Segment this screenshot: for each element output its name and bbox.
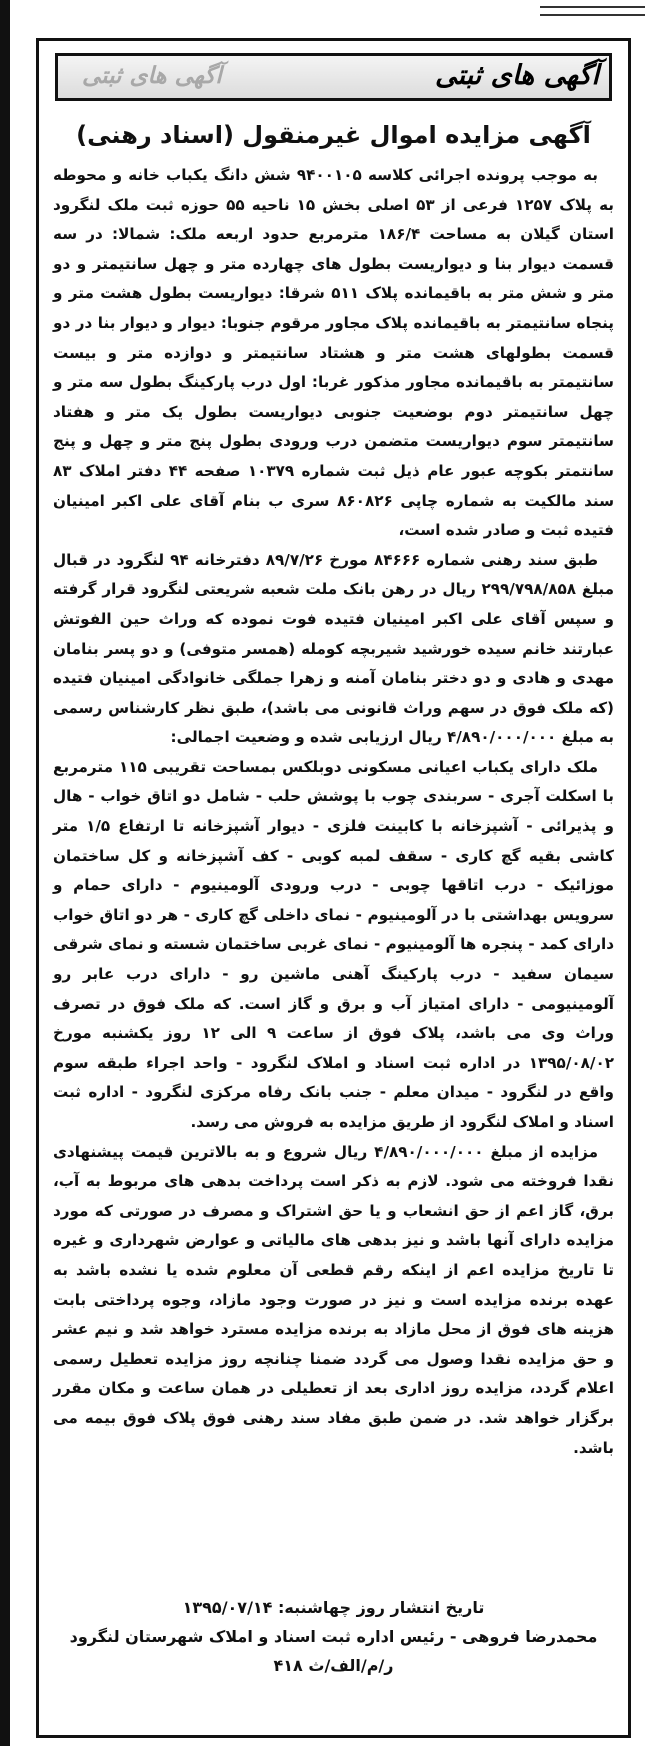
publish-date: تاریخ انتشار روز چهاشنبه: ۱۳۹۵/۰۷/۱۴	[182, 1598, 485, 1617]
notice-frame	[36, 38, 631, 1738]
notice-title: آگهی مزایده اموال غیرمنقول (اسناد رهنی)	[76, 121, 591, 149]
notice-footer	[39, 1593, 628, 1680]
left-edge-rule	[0, 0, 10, 1746]
signature-line: محمدرضا فروهی - رئیس اداره ثبت اسناد و املاک شهرستان لنگرود	[69, 1627, 598, 1646]
notice-paragraph-property: به موجب پرونده اجرائی کلاسه ۹۴۰۰۱۰۵ شش دانگ یکباب خانه و محوطه به پلاک ۱۲۵۷ فرعی از ۵۳ اصلی بخش ۱۵ ناحیه ۵۵ حوزه ثبت ملک لنگرود استان گیلان به مساحت ۱۸۶/۴ مترمربع حدود اربعه ملک: شمالا: در سه قسمت دیوار بنا و دیواریست بطول های چهارده متر و چهل سانتیمتر و دو متر و شش متر به باقیمانده پلاک ۵۱۱ شرقا: دیواریست بطول هشت متر و پنجاه سانتیمتر به باقیمانده پلاک مجاور مرقوم جنوبا: دیوار و دیوار بنا در دو قسمت بطولهای هشت متر و هشتاد سانتیمتر و دوازده متر و بیست سانتیمتر به باقیمانده مجاور مذکور غربا: اول درب پارکینگ بطول سه متر و چهل سانتیمتر دوم بوضعیت جنوبی دیواریست بطول یک متر و هفتاد سانتیمتر سوم دیواریست متضمن درب ورودی بطول پنج متر و چهل و پنج سانتمتر بکوچه عبور عام ذیل ثبت شماره ۱۰۳۷۹ صفحه ۴۴ دفتر املاک ۸۳ سند مالکیت به شماره چاپی ۸۶۰۸۲۶ سری ب بنام آقای علی اکبر امینیان فتیده ثبت و صادر شده است،	[53, 166, 615, 540]
reference-code: ر/م/الف/ث ۴۱۸	[273, 1656, 394, 1675]
top-double-rule	[540, 6, 645, 16]
notice-paragraph-terms: مزایده از مبلغ ۴/۸۹۰/۰۰۰/۰۰۰ ریال شروع و به بالاترین قیمت پیشنهادی نقدا فروخته می شود. لازم به ذکر است پرداخت بدهی های مربوط به آب، برق، گاز اعم از حق انشعاب و یا حق اشتراک و مصرف در صورتی که مورد مزایده دارای آنها باشد و نیز بدهی های مالیاتی و عوارض شهرداری و غیره تا تاریخ مزایده اعم از اینکه رقم قطعی آن معلوم شده یا نشده باشد به عهده برنده مزایده است و نیز در صورت وجود مازاد، وجوه پرداختی بابت هزینه های فوق از محل مازاد به برنده مزایده مسترد خواهد شد و نیم عشر و حق مزایده نقدا وصول می گردد ضمنا چنانچه روز مزایده تعطیل رسمی اعلام گردد، مزایده روز اداری بعد از تعطیلی در همان ساعت و مکان مقرر برگزار خواهد شد. در ضمن طبق مفاد سند رهنی فوق پلاک فوق بیمه می باشد.	[53, 1142, 614, 1457]
section-header-shadow-title: آگهی های ثبتی	[82, 63, 222, 89]
section-header	[55, 53, 612, 101]
notice-paragraph-description: ملک دارای یکباب اعیانی مسکونی دوبلکس بمساحت تقریبی ۱۱۵ مترمربع با اسکلت آجری - سربندی چوب با پوشش حلب - شامل دو اتاق خواب - هال و پذیرائی - آشپزخانه با کابینت فلزی - دیوار آشپزخانه تا ارتفاع ۱/۵ متر کاشی بقیه گچ کاری - سقف لمبه کوبی - کف آشپزخانه و کل ساختمان موزائیک - درب اتاقها چوبی - درب ورودی آلومینیوم - دارای حمام و سرویس بهداشتی با در آلومینیوم - نمای داخلی گچ کاری - هر دو اتاق خواب دارای کمد - پنجره ها آلومینیوم - نمای غربی ساختمان شسته و نمای شرقی سیمان سفید - درب پارکینگ آهنی ماشین رو - دارای درب عابر رو آلومینیومی - دارای امتیاز آب و برق و گاز است. که ملک فوق در تصرف وراث وی می باشد، پلاک فوق از ساعت ۹ الی ۱۲ روز یکشنبه مورخ ۱۳۹۵/۰۸/۰۲ در اداره ثبت اسناد و املاک لنگرود - واحد اجراء طبقه سوم واقع در لنگرود - میدان معلم - جنب بانک رفاه مرکزی لنگرود - اداره ثبت اسناد و املاک لنگرود از طریق مزایده به فروش می رسد.	[53, 757, 614, 1131]
section-header-title: آگهی های ثبتی	[434, 60, 599, 91]
notice-paragraph-mortgage: طبق سند رهنی شماره ۸۴۶۶۶ مورخ ۸۹/۷/۲۶ دفترخانه ۹۴ لنگرود در قبال مبلغ ۲۹۹/۷۹۸/۸۵۸ ریال در رهن بانک ملت شعبه شریعتی لنگرود قرار گرفته و سپس آقای علی اکبر امینیان فتیده فوت نموده که وراث حین الفوتش عبارتند خانم سیده خورشید شیربچه کومله (همسر متوفی) و دو پسر بنامان مهدی و هادی و دو دختر بنامان آمنه و زهرا جملگی خانوادگی امینیان فتیده (که ملک فوق در سهم وراث قانونی می باشد)، طبق نظر کارشناس رسمی به مبلغ ۴/۸۹۰/۰۰۰/۰۰۰ ریال ارزیابی شده و وضعیت اجمالی:	[53, 550, 614, 747]
notice-body	[53, 161, 614, 1463]
